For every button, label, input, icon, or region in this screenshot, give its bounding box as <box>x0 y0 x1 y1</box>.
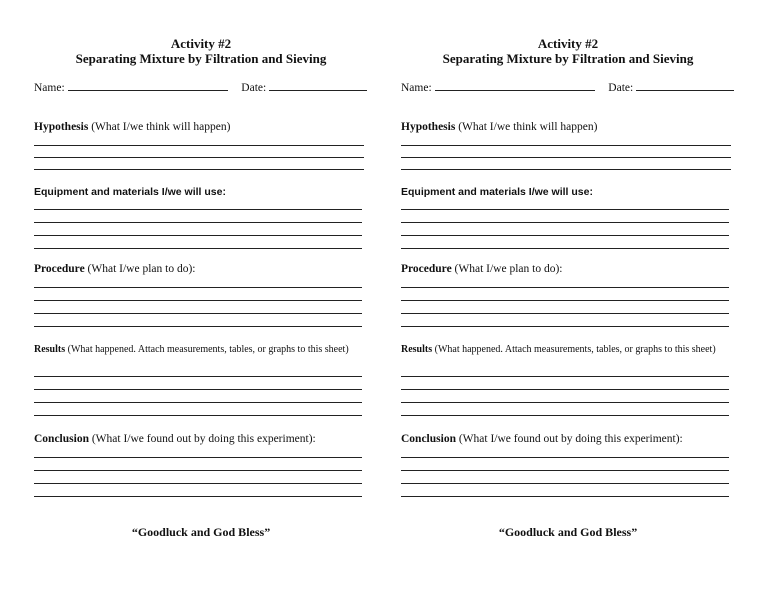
answer-line[interactable] <box>34 470 362 471</box>
date-label: Date: <box>241 82 267 94</box>
answer-line[interactable] <box>401 389 729 390</box>
conclusion-label <box>401 433 683 445</box>
hypothesis-label <box>34 121 230 133</box>
name-field[interactable] <box>68 80 228 91</box>
answer-line[interactable] <box>401 300 729 301</box>
procedure-heading: Procedure <box>401 263 452 275</box>
name-label: Name: <box>401 82 432 94</box>
hypothesis-heading: Hypothesis <box>401 121 456 133</box>
conclusion-heading: Conclusion <box>34 433 89 445</box>
closing-message: “Goodluck and God Bless” <box>498 525 638 539</box>
procedure-label <box>34 263 195 275</box>
answer-line[interactable] <box>34 157 364 158</box>
date-field[interactable] <box>269 80 367 91</box>
results-note: (What happened. Attach measurements, tables, or graphs to this sheet) <box>65 344 349 355</box>
hypothesis-heading: Hypothesis <box>34 121 89 133</box>
answer-line[interactable] <box>401 470 729 471</box>
answer-line[interactable] <box>34 415 362 416</box>
answer-line[interactable] <box>34 496 362 497</box>
answer-line[interactable] <box>34 300 362 301</box>
answer-line[interactable] <box>34 457 362 458</box>
answer-line[interactable] <box>401 483 729 484</box>
answer-line[interactable] <box>34 483 362 484</box>
results-label <box>34 344 354 356</box>
answer-line[interactable] <box>34 169 364 170</box>
activity-subtitle: Separating Mixture by Filtration and Sieving <box>75 51 327 66</box>
activity-title: Activity #2 <box>170 36 232 51</box>
worksheet-left <box>34 0 368 594</box>
date-label: Date: <box>608 82 634 94</box>
answer-line[interactable] <box>34 222 362 223</box>
answer-line[interactable] <box>401 145 731 146</box>
answer-line[interactable] <box>401 313 729 314</box>
activity-subtitle: Separating Mixture by Filtration and Sieving <box>442 51 694 66</box>
procedure-label <box>401 263 562 275</box>
answer-line[interactable] <box>401 157 731 158</box>
answer-line[interactable] <box>34 376 362 377</box>
answer-line[interactable] <box>401 169 731 170</box>
hypothesis-note: (What I/we think will happen) <box>455 121 598 133</box>
answer-line[interactable] <box>34 209 362 210</box>
hypothesis-label <box>401 121 597 133</box>
conclusion-label <box>34 433 316 445</box>
results-heading: Results <box>34 344 66 355</box>
conclusion-note: (What I/we found out by doing this experiment): <box>455 433 683 445</box>
answer-line[interactable] <box>401 235 729 236</box>
procedure-heading: Procedure <box>34 263 85 275</box>
results-note: (What happened. Attach measurements, tables, or graphs to this sheet) <box>432 344 716 355</box>
name-label: Name: <box>34 82 65 94</box>
worksheet-right <box>401 0 735 594</box>
hypothesis-note: (What I/we think will happen) <box>88 121 231 133</box>
answer-line[interactable] <box>34 326 362 327</box>
answer-line[interactable] <box>401 496 729 497</box>
closing-message: “Goodluck and God Bless” <box>131 525 271 539</box>
conclusion-note: (What I/we found out by doing this experiment): <box>88 433 316 445</box>
procedure-note: (What I/we plan to do): <box>84 263 196 275</box>
procedure-note: (What I/we plan to do): <box>451 263 563 275</box>
answer-line[interactable] <box>401 287 729 288</box>
answer-line[interactable] <box>34 389 362 390</box>
answer-line[interactable] <box>401 222 729 223</box>
results-label <box>401 344 721 356</box>
answer-line[interactable] <box>34 313 362 314</box>
answer-line[interactable] <box>401 248 729 249</box>
results-heading: Results <box>401 344 433 355</box>
answer-line[interactable] <box>401 376 729 377</box>
conclusion-heading: Conclusion <box>401 433 456 445</box>
answer-line[interactable] <box>34 248 362 249</box>
activity-title: Activity #2 <box>537 36 599 51</box>
answer-line[interactable] <box>401 326 729 327</box>
date-field[interactable] <box>636 80 734 91</box>
equipment-heading: Equipment and materials I/we will use: <box>401 186 593 198</box>
answer-line[interactable] <box>34 402 362 403</box>
answer-line[interactable] <box>401 209 729 210</box>
answer-line[interactable] <box>34 145 364 146</box>
answer-line[interactable] <box>401 402 729 403</box>
answer-line[interactable] <box>34 287 362 288</box>
equipment-heading: Equipment and materials I/we will use: <box>34 186 226 198</box>
answer-line[interactable] <box>34 235 362 236</box>
name-field[interactable] <box>435 80 595 91</box>
name-date-row <box>34 80 367 94</box>
answer-line[interactable] <box>401 415 729 416</box>
answer-line[interactable] <box>401 457 729 458</box>
name-date-row <box>401 80 734 94</box>
